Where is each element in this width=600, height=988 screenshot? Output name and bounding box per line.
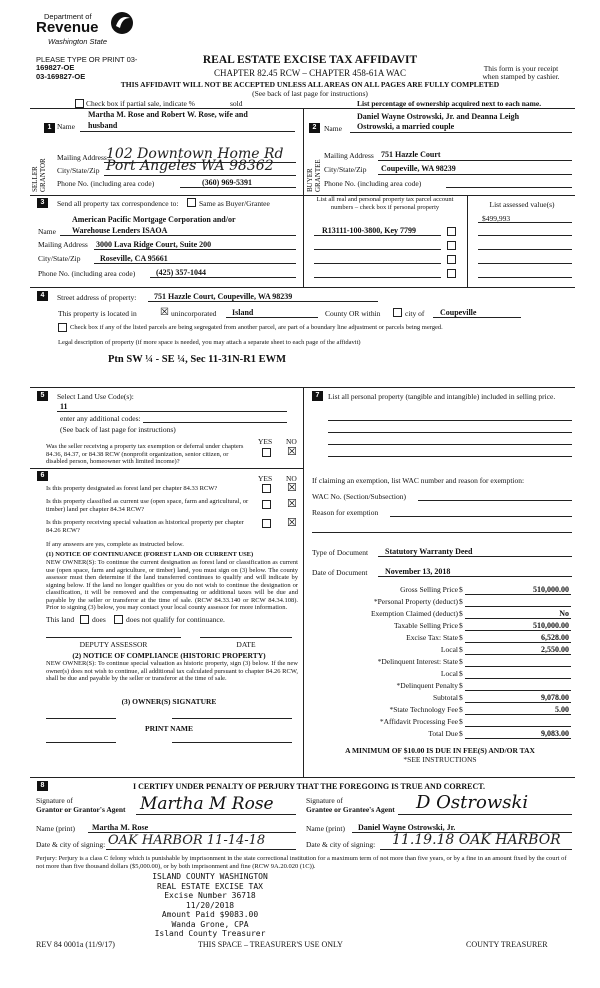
exemption-yes-checkbox[interactable] (262, 448, 271, 457)
parcel-header-2: numbers – check box if personal property (330, 204, 440, 211)
ref-number-1: 169827-OE (36, 63, 75, 72)
dor-logo (36, 10, 136, 52)
fee-row: Gross Selling Price $ 510,000.00 (400, 585, 569, 594)
fee-row: *State Technology Fee $ 5.00 (389, 705, 569, 714)
parcel-2-personal-checkbox[interactable] (447, 241, 456, 250)
buyer-city-label: City/State/Zip (324, 165, 367, 174)
logo-dept-name: Revenue (36, 19, 99, 36)
seller-mailing-label: Mailing Address (57, 153, 107, 162)
stamp-line-5: Amount Paid $9083.00 (161, 910, 259, 919)
current-use-question: Is this property classified as current use (open space, farm and agricultural, or timber) land per chapter 84.34 RCW? (46, 498, 249, 513)
exemption-no-checkbox[interactable]: ☒ (287, 446, 297, 458)
receipt-note-2: when stamped by cashier. (482, 72, 560, 81)
seller-phone-label: Phone No. (including area code) (57, 179, 155, 188)
form-title: REAL ESTATE EXCISE TAX AFFIDAVIT (202, 54, 418, 66)
land-does-label: does (92, 615, 106, 624)
partial-sale-label: Check box if partial sale, indicate % (86, 99, 195, 108)
notice-2-title: (2) NOTICE OF COMPLIANCE (HISTORIC PROPERTY) (72, 651, 266, 660)
tax-phone-value: (425) 357-1044 (156, 268, 206, 277)
s6-no-header: NO (286, 474, 297, 483)
assessed-value: $499,993 (482, 214, 511, 223)
wac-label: WAC No. (Section/Subsection) (312, 492, 406, 501)
warning: THIS AFFIDAVIT WILL NOT BE ACCEPTED UNLESS ALL AREAS ON ALL PAGES ARE FULLY COMPLETED (120, 80, 500, 89)
same-as-buyer-checkbox[interactable] (187, 198, 196, 207)
s6-yes-header: YES (258, 474, 273, 483)
print-name-label: PRINT NAME (145, 724, 193, 733)
section-2-number: 2 (309, 123, 320, 133)
s5-yes-header: YES (258, 437, 273, 446)
land-does-not-label: does not qualify for continuance. (126, 615, 225, 624)
reason-label: Reason for exemption (312, 508, 379, 517)
historic-yes-checkbox[interactable] (262, 519, 271, 528)
land-does-not-checkbox[interactable] (114, 615, 123, 624)
city-of-label: city of (405, 309, 425, 318)
unincorporated-checkbox[interactable]: ☒ (160, 307, 169, 318)
receipt-note-1: This form is your receipt (483, 64, 559, 73)
assessor-date-label: DATE (236, 640, 256, 649)
doc-type-label: Type of Document (312, 548, 369, 557)
stamp-line-2: REAL ESTATE EXCISE TAX (157, 881, 263, 891)
logo-dept-top: Department of (44, 12, 92, 21)
seller-side-label: SELLER GRANTOR (31, 158, 47, 192)
seller-phone-value: (360) 969-5391 (202, 178, 252, 187)
please-type: PLEASE TYPE OR PRINT 03- (36, 55, 138, 64)
ownership-pct-note: List percentage of ownership acquired next to each name. (357, 99, 542, 108)
street-value: 751 Hazzle Court, Coupeville, WA 98239 (154, 292, 293, 301)
buyer-city-value: Coupeville, WA 98239 (381, 164, 456, 173)
s5-no-header: NO (286, 437, 297, 446)
notice-1-text: NEW OWNER(S): To continue the current designation as forest land or classification as current use (open space, farm and agriculture, or timber) land, you must sign on (3) below. The county assessor must then determine if the land transferred continues to qualify and will indicate by signing below. If the land no longer qualifies or you do not wish to continue the designation or classification, it will be removed and the compensating or additional taxes will be due and payable by the seller or transferor at the time of sale. (RCW 84.33.140 or RCW 84.34.108). Prior to signing (3) below, you may contact your local county assessor for more information. (46, 559, 298, 611)
perjury-note: Perjury: Perjury is a class C felony which is punishable by imprisonment in the state correctional institution for a maximum term of not more than five years, or by a fine in an amount fixed by the court of not more than five thousand dollars ($5,000.00), or by both imprisonment and fine (RCW 9A.20.020 (1C)). (36, 855, 567, 870)
section-6-number: 6 (37, 471, 48, 481)
owner-signature-label: (3) OWNER(S) SIGNATURE (121, 697, 217, 706)
logo-swirl-icon (108, 10, 136, 36)
forest-no-checkbox[interactable]: ☒ (287, 482, 297, 494)
partial-sale-checkbox[interactable] (75, 99, 84, 108)
forest-yes-checkbox[interactable] (262, 484, 271, 493)
buyer-name-1: Daniel Wayne Ostrowski, Jr. and Deanna Leigh (357, 112, 520, 121)
street-label: Street address of property: (57, 293, 137, 302)
if-yes-note: If any answers are yes, complete as instructed below. (46, 541, 184, 548)
buyer-side-label: BUYER GRANTEE (306, 159, 322, 192)
personal-property-label: List all personal property (tangible and intangible) included in selling price. (328, 392, 556, 401)
tax-phone-label: Phone No. (including area code) (38, 269, 136, 278)
tax-name-1: American Pacific Mortgage Corporation and/or (72, 215, 236, 224)
buyer-name-2: Ostrowski, a married couple (357, 122, 455, 131)
seller-name-label: Name (57, 122, 75, 131)
treasurer-stamp (110, 872, 310, 939)
grantor-date-city: OAK HARBOR 11-14-18 (108, 833, 266, 848)
land-use-label: Select Land Use Code(s): (57, 392, 134, 401)
city-of-checkbox[interactable] (393, 308, 402, 317)
parcel-4-personal-checkbox[interactable] (447, 269, 456, 278)
parcel-header-1: List all real and personal property tax parcel account (316, 196, 454, 203)
fee-row: Excise Tax: State $ 6,528.00 (406, 633, 569, 642)
grantor-signature: Martha M Rose (140, 794, 274, 814)
grantee-sig-label-2: Grantee or Grantee's Agent (306, 805, 395, 814)
logo-dept-state: Washington State (48, 37, 108, 46)
additional-codes-label: enter any additional codes: (60, 414, 141, 423)
current-use-no-checkbox[interactable]: ☒ (287, 498, 297, 510)
section-1-number: 1 (44, 123, 55, 133)
fee-row: *Delinquent Penalty $ (305, 681, 575, 693)
form-subtitle: CHAPTER 82.45 RCW – CHAPTER 458-61A WAC (214, 68, 406, 78)
fee-row: *Delinquent Interest: State $ (305, 657, 575, 669)
notice-1-title: (1) NOTICE OF CONTINUANCE (FOREST LAND OR CURRENT USE) (46, 551, 254, 558)
fee-row-total: Total Due $ 9,083.00 (428, 729, 569, 738)
stamp-line-6: Wanda Grone, CPA (171, 919, 249, 929)
tax-city-label: City/State/Zip (38, 254, 81, 263)
certify-statement: I CERTIFY UNDER PENALTY OF PERJURY THAT THE FOREGOING IS TRUE AND CORRECT. (133, 782, 486, 791)
doc-date-value: November 13, 2018 (385, 567, 451, 576)
historic-question: Is this property receiving special valuation as historical property per chapter 84.26 RCW? (46, 519, 244, 534)
section-5-number: 5 (37, 391, 48, 401)
seller-city-label: City/State/Zip (57, 166, 100, 175)
unincorporated-label: unincorporated (171, 309, 217, 318)
forest-question: Is this property designated as forest land per chapter 84.33 RCW? (46, 485, 218, 492)
fee-row: Local $ 2,550.00 (440, 645, 569, 654)
buyer-phone-label: Phone No. (including area code) (324, 179, 422, 188)
minimum-fee-note: A MINIMUM OF $10.00 IS DUE IN FEE(S) AND/OR TAX (345, 746, 535, 755)
seller-name-1: Martha M. Rose and Robert W. Rose, wife and (88, 110, 248, 119)
sold-label: sold (230, 99, 243, 108)
deputy-assessor-label: DEPUTY ASSESSOR (79, 640, 148, 649)
section-8-number: 8 (37, 781, 48, 791)
grantor-sig-label-2: Grantor or Grantor's Agent (36, 805, 126, 814)
fee-row: Taxable Selling Price $ 510,000.00 (393, 621, 569, 630)
segregated-note: Check box if any of the listed parcels are being segregated from another parcel, are part of a boundary line adjustment or parcels being merged. (70, 324, 443, 331)
see-instructions-note: *SEE INSTRUCTIONS (403, 755, 477, 764)
county-or-within: County OR within (325, 309, 381, 318)
buyer-mailing-label: Mailing Address (324, 151, 374, 160)
grantee-date-city: 11.19.18 OAK HARBOR (392, 832, 561, 848)
grantor-sig-label-1: Signature of (36, 796, 73, 805)
exemption-question: Was the seller receiving a property tax exemption or deferral under chapters 84.36, 84.37, or 84.38 RCW (nonprofit organization, senior citizen, or disabled person, homeowner with limited income)? (46, 443, 244, 465)
seller-name-2: husband (88, 121, 118, 130)
this-land-label: This land (46, 615, 75, 624)
see-back: (See back of last page for instructions) (252, 89, 368, 98)
land-use-see-back: (See back of last page for instructions) (60, 425, 176, 434)
county-treasurer-label: COUNTY TREASURER (466, 940, 548, 949)
form-revision: REV 84 0001a (11/9/17) (36, 940, 115, 949)
tax-mailing-value: 3000 Lava Ridge Court, Suite 200 (96, 240, 212, 249)
buyer-mailing-value: 751 Hazzle Court (381, 150, 441, 159)
historic-no-checkbox[interactable]: ☒ (287, 517, 297, 529)
grantor-name-print: Martha M. Rose (92, 823, 149, 832)
parcel-number: R13111-100-3800, Key 7799 (322, 226, 416, 235)
notice-2-text: NEW OWNER(S): To continue special valuation as historic property, sign (3) below. If the new owner(s) does not wish to continue, all additional tax calculated pursuant to chapter 84.26 RCW, shall be due and payable by the seller or transferor at the time of sale. (46, 660, 298, 682)
tax-name-2: Warehouse Lenders ISAOA (72, 226, 168, 235)
treasurer-use-only: THIS SPACE – TREASURER'S USE ONLY (198, 940, 343, 949)
grantee-signature: D Ostrowski (416, 792, 529, 813)
unincorporated-value: Island (232, 308, 254, 317)
fee-row: Local $ (305, 669, 575, 681)
legal-description: Ptn SW ¼ - SE ¼, Sec 11-31N-R1 EWM (108, 354, 287, 365)
tax-name-label: Name (38, 227, 56, 236)
seller-city-value: Port Angeles WA 98362 (106, 158, 274, 174)
same-as-buyer-label: Same as Buyer/Grantee (199, 199, 270, 208)
current-use-yes-checkbox[interactable] (262, 500, 271, 509)
parcel-3-personal-checkbox[interactable] (447, 255, 456, 264)
fee-row: *Personal Property (deduct) $ (305, 597, 575, 609)
segregated-checkbox[interactable] (58, 323, 67, 332)
grantor-date-city-label: Date & city of signing: (36, 840, 106, 849)
section-3-number: 3 (37, 198, 48, 208)
stamp-line-4: 11/20/2018 (185, 900, 235, 910)
doc-date-label: Date of Document (312, 568, 368, 577)
located-label: This property is located in (58, 309, 137, 318)
tax-mailing-label: Mailing Address (38, 240, 88, 249)
city-value: Coupeville (440, 308, 477, 317)
grantor-name-label: Name (print) (36, 824, 75, 833)
fee-row: Exemption Claimed (deduct) $ No (370, 609, 569, 618)
grantee-sig-label-1: Signature of (306, 796, 343, 805)
seller-mailing-value: 102 Downtown Home Rd (106, 146, 284, 162)
stamp-line-3: Excise Number 36718 (164, 891, 256, 900)
grantee-date-city-label: Date & city of signing: (306, 840, 376, 849)
fee-row: Subtotal $ 9,078.00 (432, 693, 569, 702)
send-correspondence-label: Send all property tax correspondence to: (57, 199, 179, 208)
tax-city-value: Roseville, CA 95661 (100, 254, 168, 263)
doc-type-value: Statutory Warranty Deed (385, 547, 473, 556)
parcel-1-personal-checkbox[interactable] (447, 227, 456, 236)
stamp-line-1: ISLAND COUNTY WASHINGTON (152, 872, 268, 881)
fee-row: *Affidavit Processing Fee $ (305, 717, 575, 729)
exemption-claim-label: If claiming an exemption, list WAC number and reason for exemption: (312, 476, 525, 485)
assessed-header: List assessed value(s) (489, 200, 555, 209)
buyer-name-label: Name (324, 124, 342, 133)
grantee-name-label: Name (print) (306, 824, 345, 833)
section-4-number: 4 (37, 291, 48, 301)
land-use-value: 11 (60, 402, 68, 411)
section-7-number: 7 (312, 391, 323, 401)
ref-number-2: 03-169827-OE (36, 72, 86, 81)
grantee-name-print: Daniel Wayne Ostrowski, Jr. (358, 823, 456, 832)
land-does-checkbox[interactable] (80, 615, 89, 624)
stamp-line-7: Island County Treasurer (154, 929, 266, 938)
legal-note: Legal description of property (if more space is needed, you may attach a separate sheet to each page of the affidavit) (58, 339, 361, 346)
